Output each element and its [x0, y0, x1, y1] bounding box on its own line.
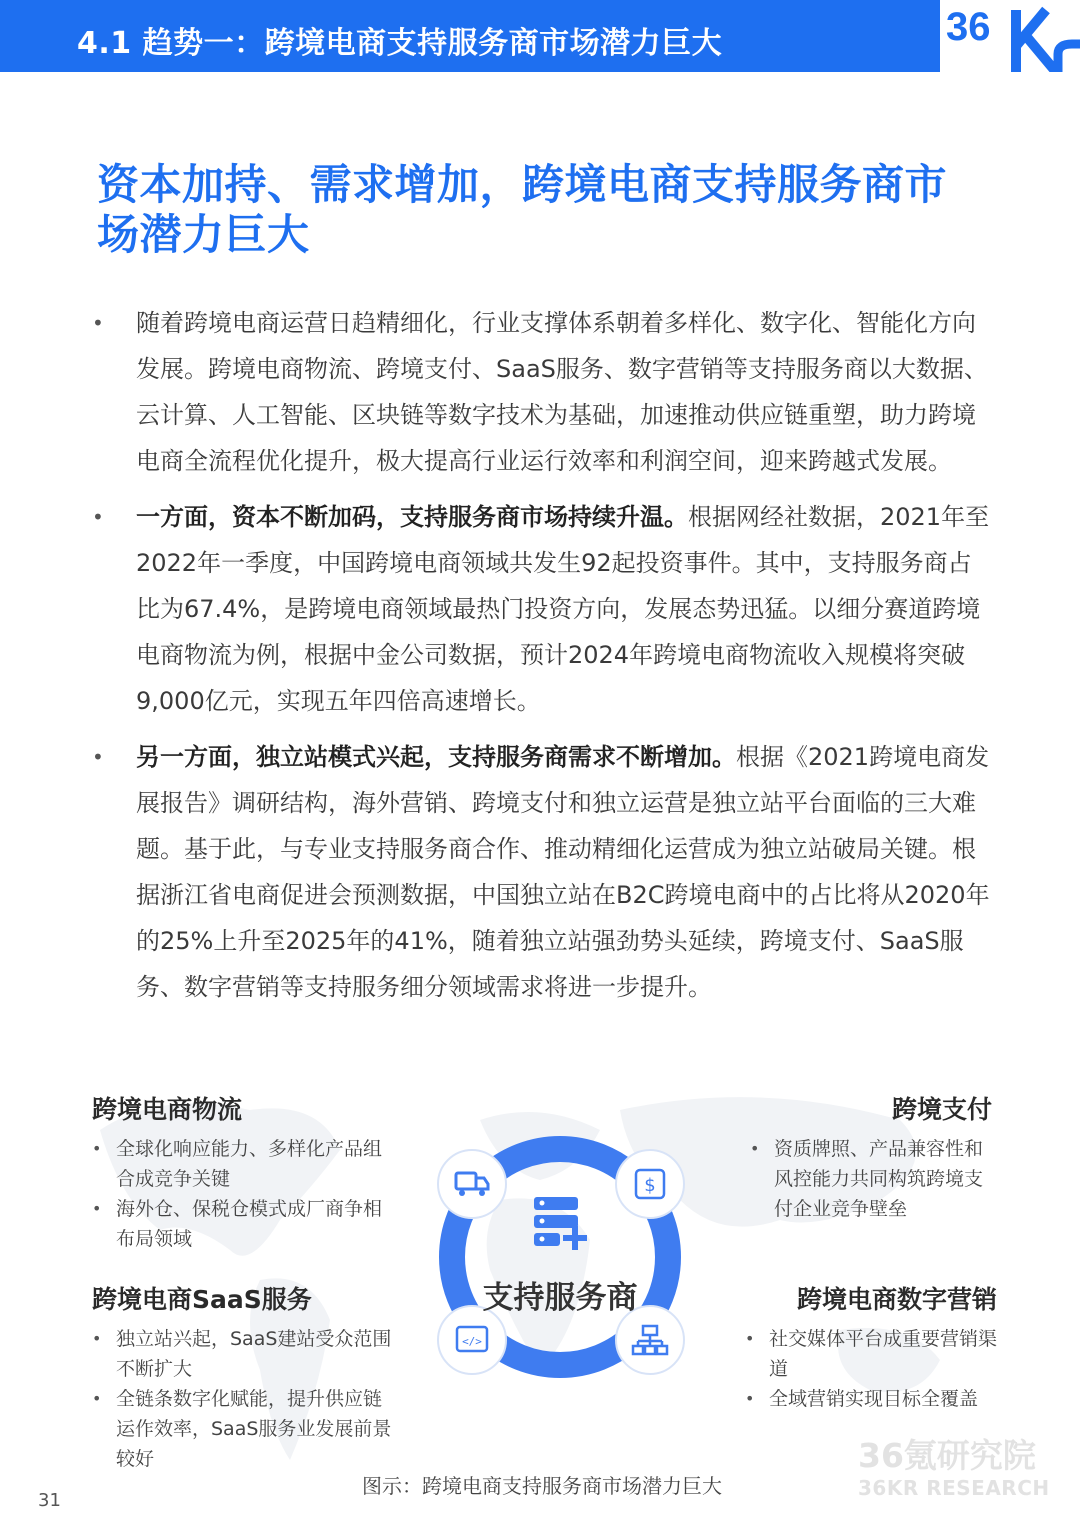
center-label: 支持服务商 — [482, 1280, 638, 1316]
saas-title: 跨境电商SaaS服务 — [92, 1285, 312, 1314]
saas-block — [92, 1280, 392, 1474]
logistics-item — [92, 1194, 392, 1254]
bullet-item — [90, 300, 990, 484]
bullet-bold-lead: 另一方面，独立站模式兴起，支持服务商需求不断增加。 — [136, 743, 736, 771]
bullet-dot-icon: • — [92, 1329, 102, 1348]
bullet-dot-icon: • — [92, 311, 104, 335]
marketing-item — [745, 1384, 997, 1414]
logistics-item-text: 海外仓、保税仓模式成厂商争相布局领域 — [116, 1198, 383, 1250]
bullet-dot-icon: • — [750, 1139, 760, 1158]
page-number: 31 — [38, 1490, 61, 1511]
bullet-dot-icon: • — [92, 745, 104, 769]
header-bar — [0, 0, 1080, 72]
payment-item — [750, 1134, 992, 1224]
main-title — [97, 160, 997, 260]
body-bullets — [90, 300, 990, 1020]
saas-item — [92, 1384, 392, 1474]
payment-list — [750, 1134, 992, 1224]
bullet-item — [90, 494, 990, 724]
marketing-block — [745, 1280, 997, 1414]
service-ring — [430, 1127, 690, 1387]
bullet-text: 根据网经社数据，2021年至2022年一季度，中国跨境电商领域共发生92起投资事件。其中，支持服务商占比为67.4%，是跨境电商领域最热门投资方向，发展态势迅猛。以细分赛道跨境电商物流为例，根据中金公司数据，预计2024年跨境电商物流收入规模将突破9,000亿元，实现五年四倍高速增长。 — [136, 503, 990, 715]
svg-text:$: $ — [644, 1175, 656, 1196]
truck-icon — [438, 1150, 506, 1218]
saas-item — [92, 1324, 392, 1384]
marketing-list — [745, 1324, 997, 1414]
bullet-text: 随着跨境电商运营日趋精细化，行业支撑体系朝着多样化、数字化、智能化方向发展。跨境电商物流、跨境支付、SaaS服务、数字营销等支持服务商以大数据、云计算、人工智能、区块链等数字技术为基础，加速推动供应链重塑，助力跨境电商全流程优化提升，极大提高行业运行效率和利润空间，迎来跨越式发展。 — [136, 309, 988, 475]
bullet-dot-icon: • — [92, 1199, 102, 1218]
server-plus-icon — [534, 1197, 587, 1250]
bullet-dot-icon: • — [745, 1329, 755, 1348]
bullet-dot-icon: • — [745, 1389, 755, 1408]
bullet-text: 根据《2021跨境电商发展报告》调研结构，海外营销、跨境支付和独立运营是独立站平台面临的三大难题。基于此，与专业支持服务商合作、推动精细化运营成为独立站破局关键。根据浙江省电商促进会预测数据，中国独立站在B2C跨境电商中的占比将从2020年的25%上升至2025年的41%，随着独立站强劲势头延续，跨境支付、SaaS服务、数字营销等支持服务细分领域需求将进一步提升。 — [136, 743, 990, 1001]
svg-text:</>: </> — [462, 1335, 482, 1348]
bullet-bold-lead: 一方面，资本不断加码，支持服务商市场持续升温。 — [136, 503, 688, 531]
watermark-line2: 36KR RESEARCH — [858, 1476, 1050, 1500]
bullet-dot-icon: • — [92, 1139, 102, 1158]
bullet-dot-icon: • — [92, 1389, 102, 1408]
logistics-item — [92, 1134, 392, 1194]
svg-text:36: 36 — [946, 5, 991, 49]
figure-caption: 图示：跨境电商支持服务商市场潜力巨大 — [362, 1474, 722, 1498]
watermark-line1: 36氪研究院 — [858, 1436, 1036, 1475]
marketing-item-text: 社交媒体平台成重要营销渠道 — [769, 1328, 998, 1380]
logistics-item-text: 全球化响应能力、多样化产品组合成竞争关键 — [116, 1138, 383, 1190]
logo-36kr-icon — [940, 0, 1080, 72]
marketing-item — [745, 1324, 997, 1384]
payment-title: 跨境支付 — [891, 1095, 992, 1124]
payment-block — [750, 1090, 992, 1224]
dollar-icon — [616, 1150, 684, 1218]
saas-list — [92, 1324, 392, 1474]
logistics-list — [92, 1134, 392, 1254]
logistics-title: 跨境电商物流 — [92, 1095, 243, 1124]
main-title-line2: 场潜力巨大 — [97, 210, 310, 259]
header-title: 4.1 趋势一：跨境电商支持服务商市场潜力巨大 — [77, 26, 723, 61]
logo-36kr — [940, 0, 1080, 72]
bullet-item — [90, 734, 990, 1010]
saas-item-text: 独立站兴起，SaaS建站受众范围不断扩大 — [116, 1328, 392, 1380]
marketing-item-text: 全域营销实现目标全覆盖 — [769, 1388, 979, 1410]
logistics-block — [92, 1090, 392, 1254]
bullet-dot-icon: • — [92, 505, 104, 529]
payment-item-text: 资质牌照、产品兼容性和风控能力共同构筑跨境支付企业竞争壁垒 — [774, 1138, 984, 1220]
watermark — [858, 1436, 1058, 1500]
saas-item-text: 全链条数字化赋能，提升供应链运作效率，SaaS服务业发展前景较好 — [116, 1388, 392, 1470]
main-title-line1: 资本加持、需求增加，跨境电商支持服务商市 — [97, 160, 948, 209]
marketing-title: 跨境电商数字营销 — [796, 1285, 997, 1314]
